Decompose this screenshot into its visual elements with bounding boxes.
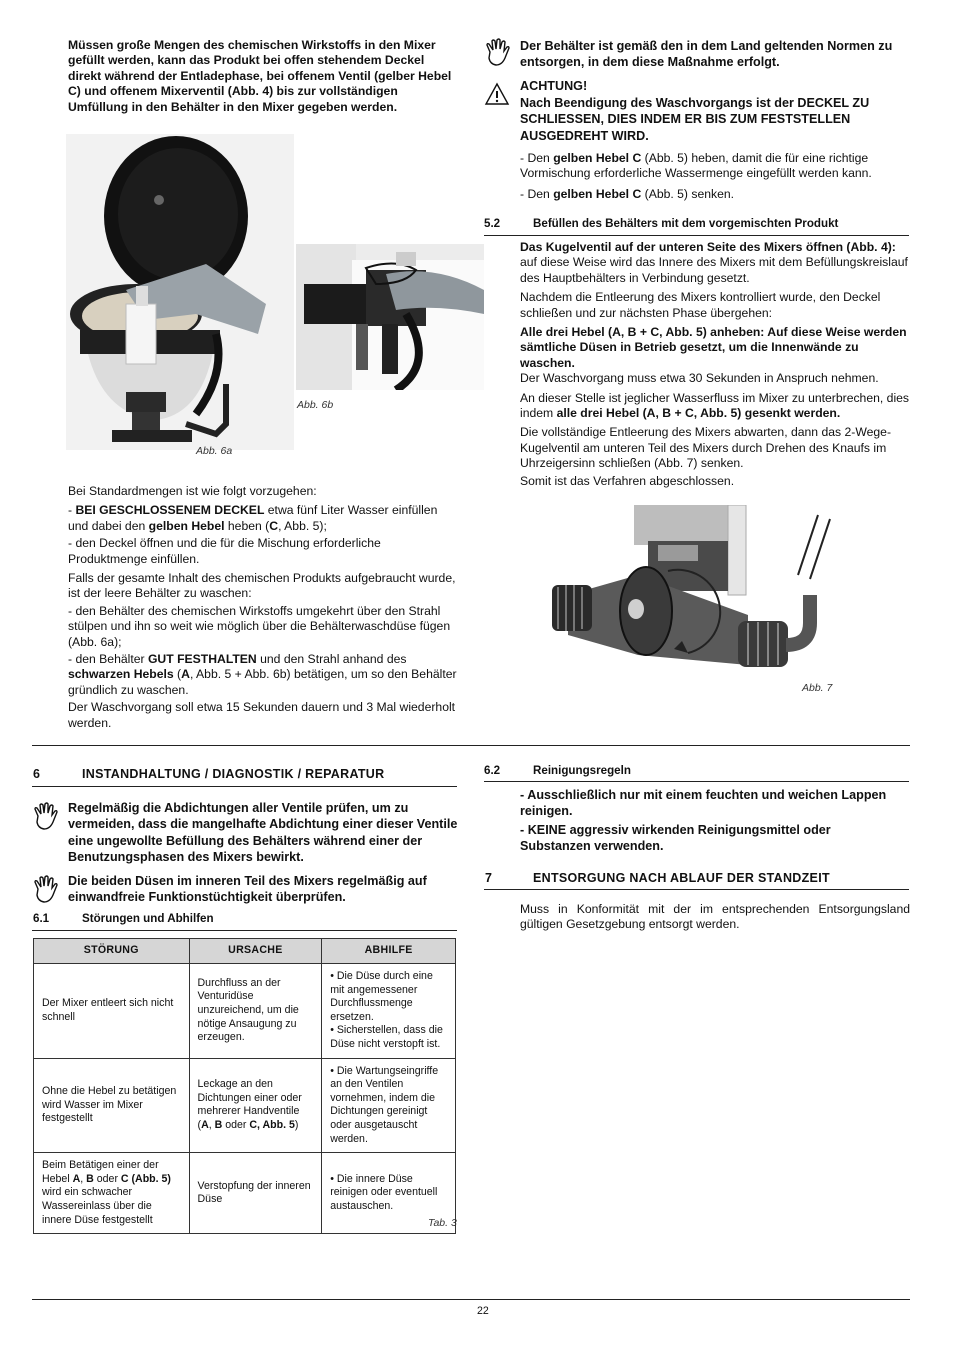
section-6-1-title: Störungen und Abhilfen	[82, 912, 214, 925]
table-caption: Tab. 3	[428, 1217, 457, 1229]
procedure-step-2: - den Deckel öffnen und die für die Mischung erforderliche Produktmenge einfüllen.	[68, 536, 381, 566]
table-row	[34, 1058, 456, 1153]
hand-icon	[32, 802, 60, 832]
ball-valve-illustration	[548, 505, 838, 685]
section-6-rule	[32, 786, 457, 787]
mid-divider	[32, 745, 910, 746]
hand-note-disposal: Der Behälter ist gemäß den in dem Land geltenden Normen zu entsorgen, in dem diese Maßnahme erfolgt.	[520, 39, 893, 70]
table-cell: Durchfluss an der Venturidüse unzureichend, um die nötige Ansaugung zu erzeugen.	[189, 964, 322, 1059]
lever-instruction-2: - Den gelben Hebel C (Abb. 5) senken.	[520, 186, 735, 201]
footer-divider	[32, 1299, 910, 1300]
hand-icon	[484, 38, 512, 68]
lever-instruction-1: - Den gelben Hebel C (Abb. 5) heben, damit die für eine richtige Vormischung erforderliche Wassermenge eingefüllt werden kann.	[520, 151, 872, 181]
s52-paragraph-3-rest: Der Waschvorgang muss etwa 30 Sekunden in Anspruch nehmen.	[520, 371, 879, 386]
table-header: URSACHE	[189, 939, 322, 964]
section-6-2-number: 6.2	[484, 764, 501, 777]
section-7-number: 7	[485, 871, 493, 885]
s52-paragraph-3-bold: Alle drei Hebel (A, B + C, Abb. 5) anheben: Auf diese Weise werden sämtliche Düsen in Betrieb gesetzt, um die Innenwände zu waschen.	[520, 325, 907, 370]
s52-paragraph-6: Somit ist das Verfahren abgeschlossen.	[520, 473, 735, 488]
table-cell	[322, 964, 456, 1059]
procedure-step-5: - den Behälter GUT FESTHALTEN und den Strahl anhand des schwarzen Hebels (A, Abb. 5 + Abb. 6b) betätigen, um so den Behälter gründlich zu waschen.	[68, 652, 457, 697]
lever-photo-illustration	[296, 244, 484, 390]
remedy-item: • Die Düse durch eine mit angemessener Durchflussmenge ersetzen.	[330, 970, 433, 1023]
table-cell: Der Mixer entleert sich nicht schnell	[34, 964, 190, 1059]
section-6-2-rule	[484, 781, 909, 782]
disposal-text: Muss in Konformität mit der im entsprechenden Entsorgungsland gültigen Gesetzgebung entsorgt werden.	[520, 902, 910, 932]
procedure-step-6: Der Waschvorgang soll etwa 15 Sekunden dauern und 3 Mal wiederholt werden.	[68, 700, 456, 730]
section-7-title: ENTSORGUNG NACH ABLAUF DER STANDZEIT	[533, 871, 830, 885]
lever-instructions	[520, 151, 910, 202]
section-5-2-rule	[484, 235, 909, 236]
figure-6b-caption: Abb. 6b	[297, 399, 334, 411]
figure-6a-caption: Abb. 6a	[196, 445, 233, 457]
table-cell: Verstopfung der inneren Düse	[189, 1153, 322, 1234]
table-cell: Leckage an den Dichtungen einer oder mehrerer Handventile (A, B oder C, Abb. 5)	[189, 1058, 322, 1153]
section-7-rule	[484, 889, 909, 890]
table-cell: Beim Betätigen einer der Hebel A, B oder C (Abb. 5) wird ein schwacher Wassereinlass über die innere Düse festgestellt	[34, 1153, 190, 1234]
section-6-2-title: Reinigungsregeln	[533, 764, 631, 777]
cleaning-rule-1: - Ausschließlich nur mit einem feuchten und weichen Lappen reinigen.	[520, 788, 887, 819]
cleaning-rule-2: - KEINE aggressiv wirkenden Reinigungsmittel oder Substanzen verwenden.	[520, 823, 831, 854]
remedy-item: • Sicherstellen, dass die Düse nicht verstopft ist.	[330, 1024, 443, 1050]
page-number: 22	[477, 1305, 489, 1317]
section-5-2-title: Befüllen des Behälters mit dem vorgemischten Produkt	[533, 217, 839, 230]
warning-title: ACHTUNG!	[520, 79, 588, 93]
section-6-1-rule	[32, 930, 457, 931]
s52-paragraph-1: Das Kugelventil auf der unteren Seite des Mixers öffnen (Abb. 4): auf diese Weise wird das Innere des Mixers mit dem Befüllungskreislauf des Hauptbehälters in Verbindung gesetzt.	[520, 240, 908, 285]
warning-icon	[484, 82, 510, 106]
table-header: STÖRUNG	[34, 939, 190, 964]
figure-6b	[296, 244, 484, 390]
intro-paragraph: Müssen große Mengen des chemischen Wirkstoffs in den Mixer gefüllt werden, kann das Produkt bei offen stehendem Deckel direkt während der Entladephase, bei offenem Ventil (gelber Hebel C) und offenem Mixerventil (Abb. 4) bis zur vollständigen Umfüllung in den Behälter in den Mixer gegeben werden.	[68, 38, 452, 114]
section-6-1-number: 6.1	[33, 912, 50, 925]
hand-icon	[32, 875, 60, 905]
table-row	[34, 964, 456, 1059]
table-header: ABHILFE	[322, 939, 456, 964]
figure-7-caption: Abb. 7	[802, 682, 833, 694]
maintenance-note-nozzles: Die beiden Düsen im inneren Teil des Mixers regelmäßig auf einwandfreie Funktionstüchtigkeit überprüfen.	[68, 874, 427, 905]
section-6-title: INSTANDHALTUNG / DIAGNOSTIK / REPARATUR	[82, 767, 385, 781]
section-6-number: 6	[33, 767, 41, 781]
s52-paragraph-4: An dieser Stelle ist jeglicher Wasserfluss im Mixer zu unterbrechen, dies indem alle drei Hebel (A, B + C, Abb. 5) gesenkt werden.	[520, 390, 910, 421]
mixer-photo-illustration	[66, 134, 294, 450]
table-row	[34, 1153, 456, 1234]
procedure-step-4: - den Behälter des chemischen Wirkstoffs umgekehrt über den Strahl stülpen und ihn so weit wie möglich über die Behälterwaschdüse fügen (Abb. 6a);	[68, 603, 451, 649]
s52-paragraph-2: Nachdem die Entleerung des Mixers kontrolliert wurde, den Deckel schließen und zur nächsten Phase übergehen:	[520, 290, 881, 320]
section-5-2-body	[520, 240, 910, 489]
maintenance-note-seals: Regelmäßig die Abdichtungen aller Ventile prüfen, um zu vermeiden, dass die mangelhafte Abdichtung einer dieser Ventile eine ungewollte Befüllung des Behälters während einer der Benutzungsphasen des Mixers bewirkt.	[68, 801, 458, 865]
table-cell: • Die Wartungseingriffe an den Ventilen vornehmen, indem die Dichtungen gereinigt oder ausgetauscht werden.	[322, 1058, 456, 1153]
table-cell: • Die innere Düse reinigen oder eventuell austauschen.	[322, 1153, 456, 1234]
procedure-intro: Bei Standardmengen ist wie folgt vorzugehen:	[68, 484, 317, 498]
figure-7	[548, 505, 838, 685]
warning-text: Nach Beendigung des Waschvorgangs ist der DECKEL ZU SCHLIESSEN, DIES INDEM ER BIS ZUM FESTSTELLEN AUSGEDREHT WIRD.	[520, 96, 870, 143]
figure-6a	[66, 134, 294, 450]
section-5-2-number: 5.2	[484, 217, 501, 230]
table-cell: Ohne die Hebel zu betätigen wird Wasser im Mixer festgestellt	[34, 1058, 190, 1153]
table-header-row	[34, 939, 456, 964]
troubleshooting-table	[33, 938, 456, 1234]
s52-paragraph-5: Die vollständige Entleerung des Mixers abwarten, dann das 2-Wege-Kugelventil am unteren Teil des Mixers durch Drehen des Knaufs im Uhrzeigersinn schließen (Abb. 7) senken.	[520, 425, 892, 471]
standard-procedure	[68, 484, 457, 731]
procedure-step-3: Falls der gesamte Inhalt des chemischen Produkts aufgebraucht wurde, ist der leere Behälter zu waschen:	[68, 571, 456, 601]
procedure-step-1: - BEI GESCHLOSSENEM DECKEL etwa fünf Liter Wasser einfüllen und dabei den gelben Hebel heben (C, Abb. 5);	[68, 503, 438, 533]
